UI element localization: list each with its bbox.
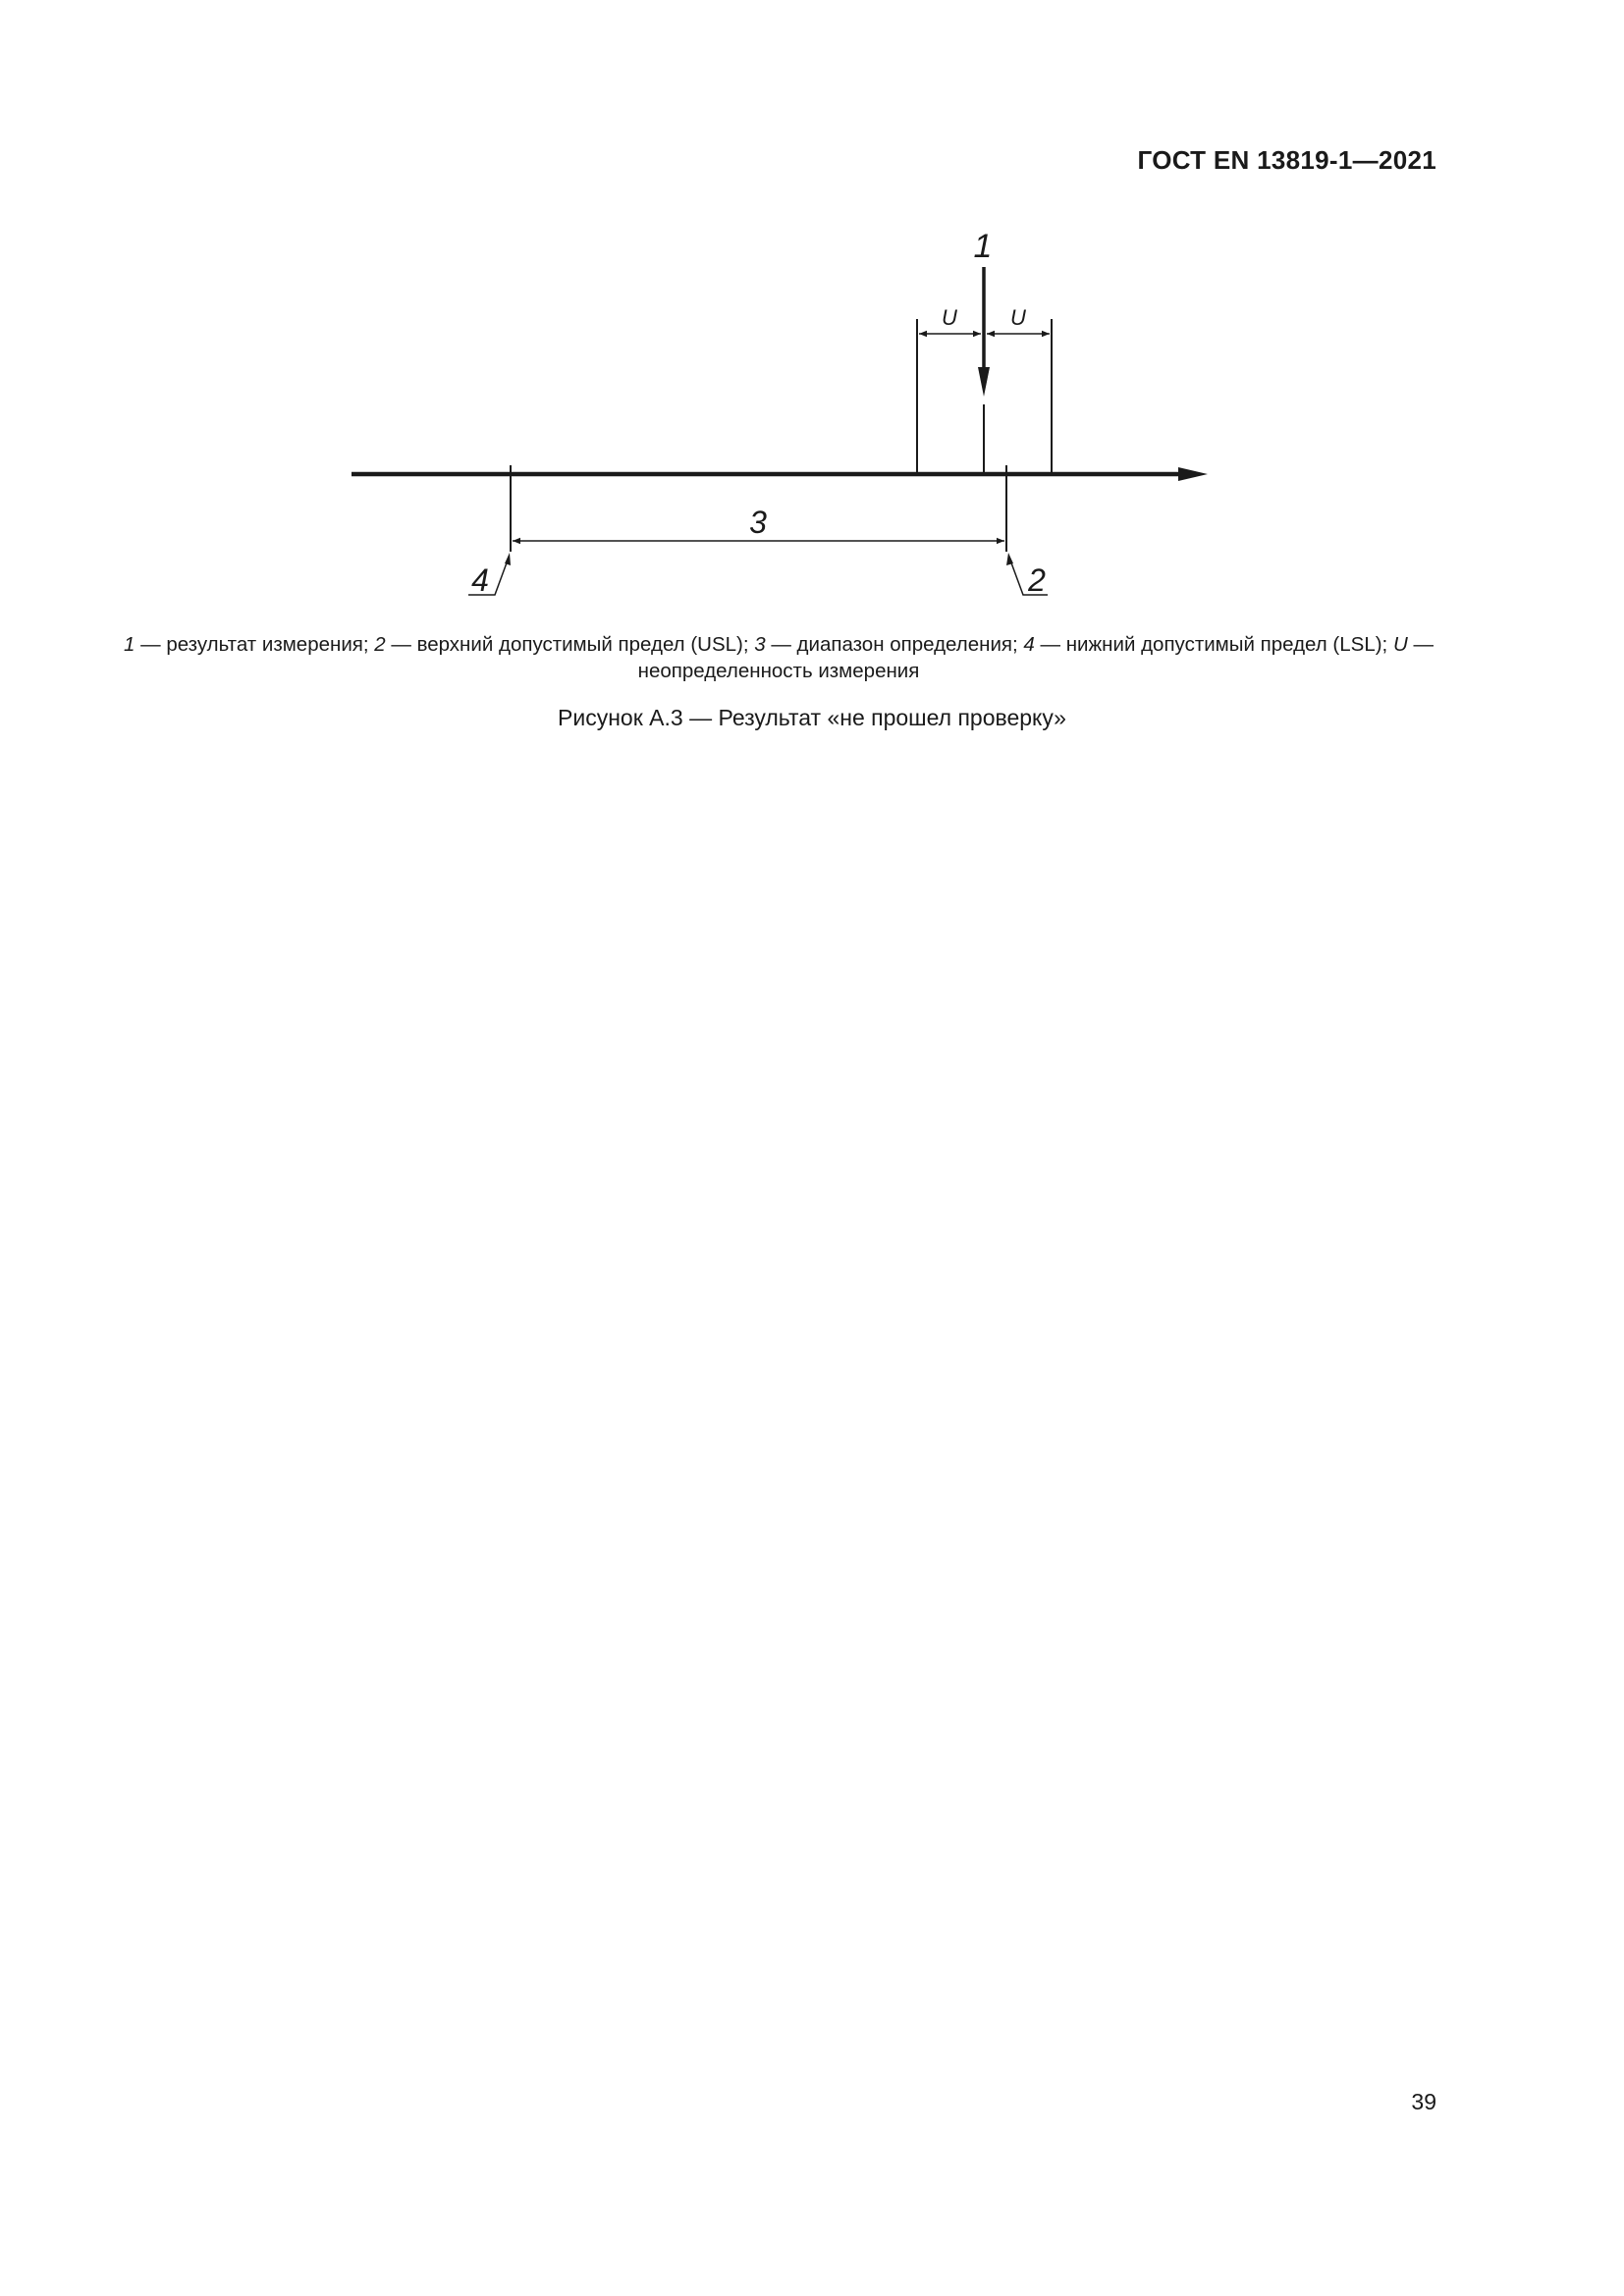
result-arrowhead [978, 367, 990, 397]
upper-limit-leader-arrow [1006, 553, 1013, 565]
figure-a3 [0, 0, 1624, 628]
label-uncertainty-left: U [942, 305, 957, 330]
legend-index-4: 4 [1023, 633, 1035, 656]
legend-index-u: U [1392, 633, 1408, 656]
legend-index-2: 2 [374, 633, 386, 656]
legend-index-1: 1 [124, 633, 135, 656]
legend-text-2: — верхний допустимый предел (USL); [385, 633, 755, 656]
figure-diagram [0, 0, 1624, 628]
legend-index-3: 3 [754, 633, 766, 656]
legend-text-3: — диапазон определения; [765, 633, 1024, 656]
figure-legend [116, 631, 1441, 684]
page-header: ГОСТ EN 13819-1—2021 [1137, 145, 1436, 175]
lower-limit-leader-arrow [505, 553, 511, 565]
legend-text-4: — нижний допустимый предел (LSL); [1034, 633, 1393, 656]
label-range: 3 [749, 505, 767, 540]
legend-text-1: — результат измерения; [135, 633, 375, 656]
page-number: 39 [1411, 2089, 1436, 2114]
legend-text-u: — неопределенность измерения [637, 633, 1434, 682]
label-lower-limit: 4 [471, 562, 489, 598]
label-upper-limit: 2 [1028, 562, 1046, 598]
label-result: 1 [973, 228, 993, 265]
label-uncertainty-right: U [1010, 305, 1026, 330]
figure-caption: Рисунок А.3 — Результат «не прошел проверку» [558, 705, 1066, 730]
axis-arrowhead [1178, 467, 1208, 481]
